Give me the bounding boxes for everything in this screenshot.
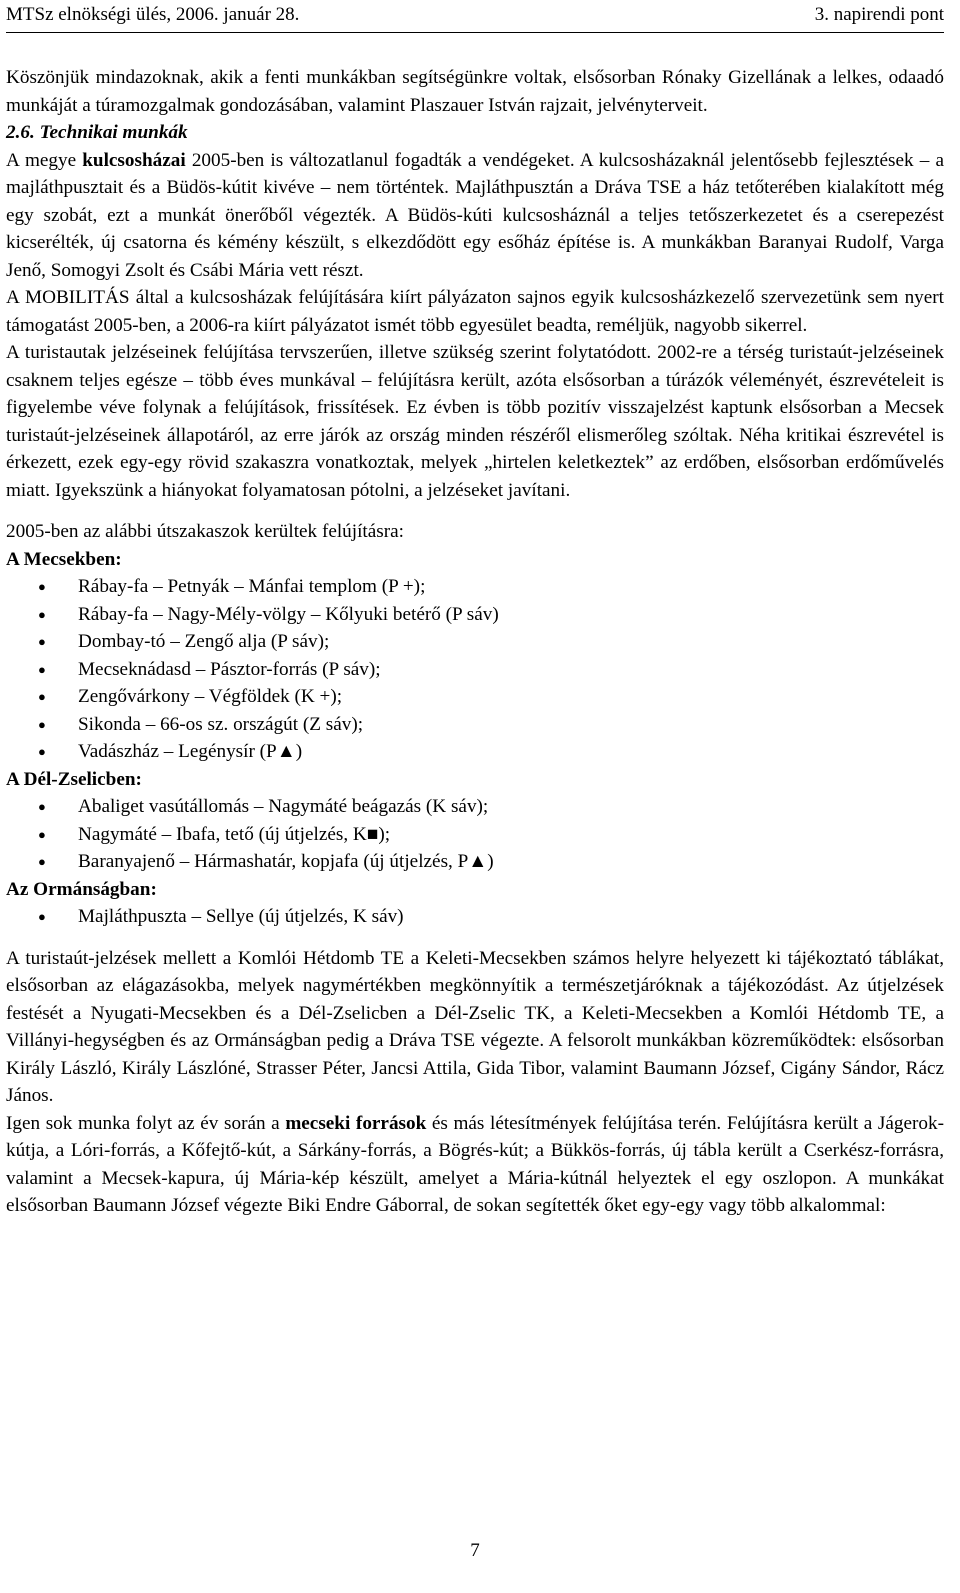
page-header [6,2,944,33]
list-item: ● Vadászház – Legénysír (P▲) [6,738,944,766]
acknowledgement-paragraph: Köszönjük mindazoknak, akik a fenti munkákban segítségünkre voltak, elsősorban Rónaky Gizellának a lelkes, odaadó munkáját a túramozgalmak gondozásában, valamint Plaszauer István rajzait, jelvényterveit. [6,67,944,116]
list-item: ● Zengővárkony – Végföldek (K +); [6,683,944,711]
list-item: ● Mecseknádasd – Pásztor-forrás (P sáv); [6,656,944,684]
section-number: 2.6. [6,122,35,143]
cabins-paragraph [6,147,944,285]
springs-paragraph [6,1110,944,1220]
list-heading-zselic: A Dél-Zselicben: [6,768,142,790]
header-meeting-title: MTSz elnökségi ülés, 2006. január 28. [6,4,300,25]
signposts-paragraph: A turistaút-jelzések mellett a Komlói Hétdomb TE a Keleti-Mecsekben számos helyre helyezett ki tájékoztató táblákat, elsősorban az elágazásokba, melyek nagymértékben megkönnyítik a természetjáróknak a tájékozódást. Az útjelzések festését a Nyugati-Mecsekben és a Dél-Zselicben a Dél-Zselic TK, a Keleti-Mecsekben a Komlói Hétdomb TE, a Villányi-hegységben és az Ormánságban pedig a Dráva TSE végezte. A felsorolt munkákban közreműködtek: elsősorban Király László, Király Lászlóné, Strasser Péter, Jancsi Attila, Gida Tibor, valamint Baumann József, Cigány Sándor, Rácz János. [6,947,944,1106]
list-item: ● Nagymáté – Ibafa, tető (új útjelzés, K■); [6,821,944,849]
springs-keyword: mecseki források [285,1112,427,1134]
list-heading-ormansag: Az Ormánságban: [6,878,157,900]
springs-text-rest: és más létesítmények felújítása terén. Felújításra került a Jágerok-kútja, a Lóri-forrás, a Kőfejtő-kút, a Sárkány-forrás, a Bögrés-kút; a Bükkös-forrás, új tábla került a Cserkész-forrásra, valamint a Mecsek-kapura, új Mária-kép készült, amelyet a Mária-kútnál helyeztek el egy oszlopon. A munkákat elsősorban Baumann József végezte Biki Endre Gáborral, de sokan segítették őket egy-egy vagy több alkalommal: [6,1112,944,1216]
list-item: ● Dombay-tó – Zengő alja (P sáv); [6,628,944,656]
list-item: ● Abaliget vasútállomás – Nagymáté beágazás (K sáv); [6,793,944,821]
spacer [6,504,944,518]
list-ormansag [6,903,944,931]
list-item: ● Sikonda – 66-os sz. országút (Z sáv); [6,711,944,739]
cabins-text-start: A megye [6,149,83,171]
spacer [6,931,944,945]
section-title: Technikai munkák [39,122,188,143]
cabins-keyword: kulcsosházai [82,149,186,171]
section-heading [6,119,944,147]
header-agenda-item: 3. napirendi pont [814,4,944,25]
list-zselic [6,793,944,876]
list-item: ● Rábay-fa – Petnyák – Mánfai templom (P +); [6,573,944,601]
list-item: ● Rábay-fa – Nagy-Mély-völgy – Kőlyuki betérő (P sáv) [6,601,944,629]
mobilitas-paragraph: A MOBILITÁS által a kulcsosházak felújítására kiírt pályázaton sajnos egyik kulcsosházkezelő szervezetünk sem nyert támogatást 2005-ben, a 2006-ra kiírt pályázatot ismét több egyesület beadta, reméljük, nagyobb sikerrel. [6,287,944,336]
list-mecsek [6,573,944,766]
renovated-sections-intro: 2005-ben az alábbi útszakaszok kerültek felújításra: [6,521,404,542]
cabins-text-rest: 2005-ben is változatlanul fogadták a vendégeket. A kulcsosházaknál jelentősebb fejlesztések – a majláthpusztait és a Büdös-kútit kivéve – nem történtek. Majláthpusztán a Dráva TSE a ház tetőterében kialakított még egy szobát, ezt a munkát önerőből végezték. A Büdös-kúti kulcsosháznál a teljes tetőszerkezetet és a cserepezést kicserélték, új csatorna és kémény készült, s elkezdődött egy esőház építése is. A munkákban Baranyai Rudolf, Varga Jenő, Somogyi Zsolt és Csábi Mária vett részt. [6,149,944,281]
springs-text-start: Igen sok munka folyt az év során a [6,1112,286,1134]
document-body [6,64,944,1220]
list-item: ● Majláthpuszta – Sellye (új útjelzés, K sáv) [6,903,944,931]
page-number: 7 [470,1540,480,1561]
list-heading-mecsek: A Mecsekben: [6,548,122,570]
list-item: ● Baranyajenő – Hármashatár, kopjafa (új útjelzés, P▲) [6,848,944,876]
trail-marking-paragraph: A turistautak jelzéseinek felújítása tervszerűen, illetve szükség szerint folytatódott. 2002-re a térség turistaút-jelzéseinek csaknem teljes egésze – több éves munkával – felújításra került, azóta elsősorban a túrázók véleményét, észrevételeit is figyelembe véve folynak a felújítások, frissítések. Ez évben is több pozitív visszajelzést kaptunk elsősorban a Mecsek turistaút-jelzéseinek állapotáról, az erre járók az ország minden részéről elismerőleg szóltak. Néha kritikai észrevétel is érkezett, ezek egy-egy rövid szakaszra vonatkoztak, melyek „hirtelen keletkeztek” az erdőben, elsősorban erdőművelés miatt. Igyekszünk a hiányokat folyamatosan pótolni, a jelzéseket javítani. [6,342,944,501]
